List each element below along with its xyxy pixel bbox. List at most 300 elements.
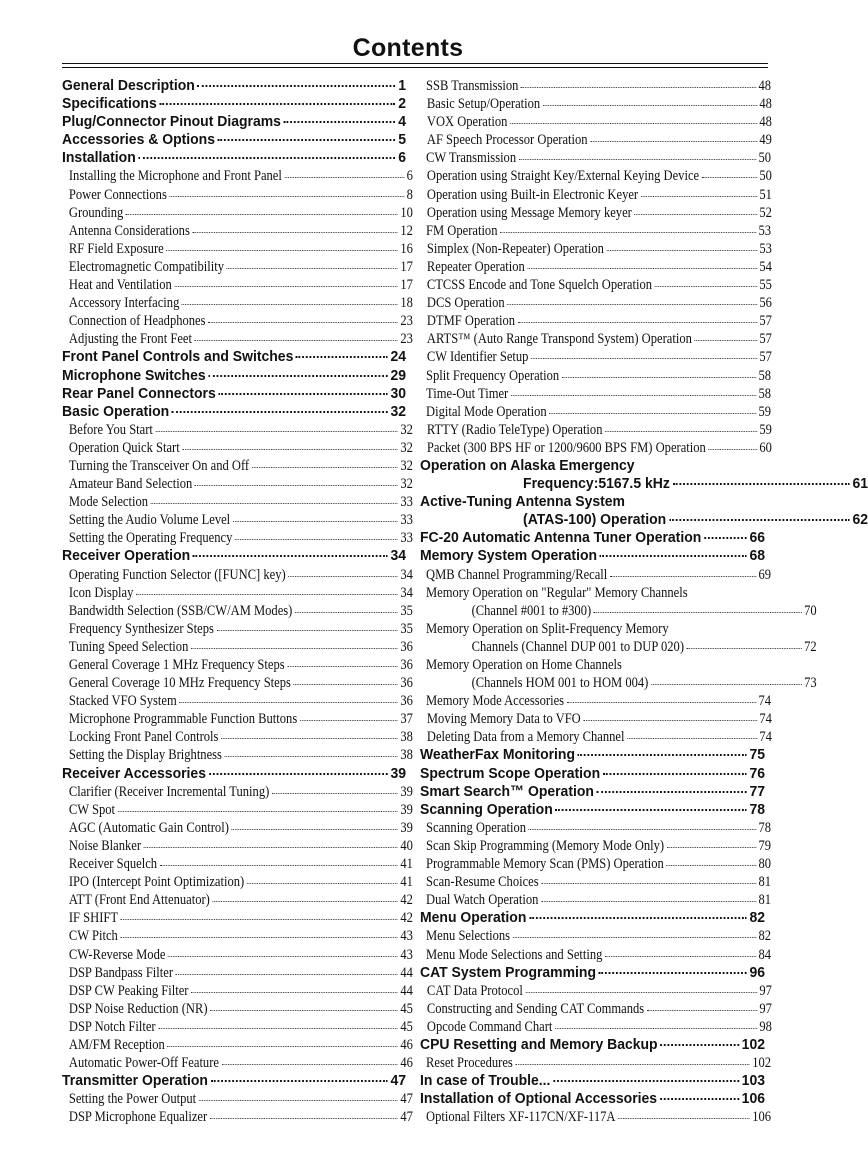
toc-page-number: 96	[749, 963, 765, 981]
toc-entry-cpu-resetting-and-memory-backup[interactable]	[420, 1036, 765, 1054]
toc-entry-title: Tuning Speed Selection	[68, 638, 189, 655]
toc-entry-scan-resume-choices[interactable]	[420, 873, 771, 891]
toc-page-number: 34	[400, 584, 413, 601]
toc-page-number: 81	[758, 892, 772, 909]
toc-entry-memory-operation-on-split-frequency-memo[interactable]	[420, 620, 771, 638]
toc-entry-memory-operation-on-home-channels[interactable]	[420, 656, 771, 674]
toc-page-number: 18	[400, 295, 413, 312]
toc-entry-if-shift[interactable]	[62, 909, 413, 927]
dot-leader	[225, 745, 398, 757]
toc-entry-title: Reset Procedures	[426, 1055, 513, 1072]
toc-page-number: 44	[400, 982, 413, 999]
toc-entry-title: Plug/Connector Pinout Diagrams	[62, 113, 281, 131]
dot-leader	[641, 185, 757, 197]
toc-entry-ipo-intercept-point-optimization[interactable]	[62, 873, 413, 891]
toc-page-number: 62	[852, 511, 868, 529]
toc-page-number: 75	[749, 746, 765, 764]
toc-entry-cw-identifier-setup[interactable]	[420, 348, 772, 366]
toc-page-number: 23	[400, 313, 413, 330]
toc-entry-cw-pitch[interactable]	[62, 927, 413, 945]
toc-entry-locking-front-panel-controls[interactable]	[62, 728, 413, 746]
toc-page-number: 39	[400, 801, 413, 818]
dot-leader	[235, 528, 398, 540]
toc-entry-qmb-channel-programming-recall[interactable]	[420, 566, 771, 584]
toc-entry-title: Split Frequency Operation	[426, 367, 560, 384]
dot-leader	[529, 818, 756, 830]
toc-entry-dsp-microphone-equalizer[interactable]	[62, 1108, 413, 1126]
toc-page-number: 4	[398, 113, 407, 131]
toc-page-number: 34	[390, 547, 407, 565]
toc-entry-digital-mode-operation[interactable]	[420, 403, 771, 421]
toc-entry-att-front-end-attenuator[interactable]	[62, 891, 413, 909]
toc-entry-title: Installation	[62, 149, 136, 167]
toc-entry-setting-the-audio-volume-level[interactable]	[62, 511, 413, 529]
dot-leader	[121, 908, 398, 920]
toc-entry-title: IPO (Intercept Point Optimization)	[68, 874, 245, 891]
toc-page-number: 66	[749, 529, 765, 547]
toc-page-number: 39	[390, 764, 407, 782]
toc-page-number: 77	[749, 782, 765, 800]
toc-entry-title: Opcode Command Chart	[426, 1018, 553, 1035]
toc-entry-turning-the-transceiver-on-and-off[interactable]	[62, 457, 413, 475]
toc-page-number: 70	[804, 602, 817, 619]
dot-leader	[531, 347, 757, 359]
toc-page-number: 36	[400, 693, 413, 710]
toc-entry-title: Receiver Squelch	[68, 856, 158, 873]
toc-entry-title: Stacked VFO System	[68, 693, 177, 710]
toc-entry-operating-function-selector-func-key[interactable]	[62, 566, 413, 584]
toc-entry-split-frequency-operation[interactable]	[420, 367, 771, 385]
toc-entry-title: Operating Function Selector ([FUNC] key)	[68, 566, 286, 583]
toc-entry-repeater-operation[interactable]	[420, 258, 772, 276]
toc-page-number: 35	[400, 620, 413, 637]
toc-entry-installing-the-microphone-and-front-pane[interactable]	[62, 167, 413, 185]
toc-page-number: 59	[758, 403, 772, 420]
dot-leader	[594, 601, 802, 613]
toc-page-number: 48	[758, 78, 772, 94]
dot-leader	[139, 146, 396, 159]
toc-entry-memory-mode-accessories[interactable]	[420, 692, 771, 710]
toc-entry-receiver-accessories[interactable]	[62, 765, 406, 783]
toc-entry-heat-and-ventilation[interactable]	[62, 276, 413, 294]
toc-page-number: 32	[400, 421, 413, 438]
toc-page-number: 102	[741, 1035, 765, 1053]
dot-leader	[578, 743, 747, 756]
toc-page-number: 51	[759, 186, 772, 203]
toc-page-number: 47	[400, 1091, 413, 1108]
toc-entry-grounding[interactable]	[62, 204, 413, 222]
dot-leader	[599, 961, 747, 974]
toc-entry-power-connections[interactable]	[62, 186, 413, 204]
dot-leader	[704, 526, 747, 539]
toc-entry-am-fm-reception[interactable]	[62, 1036, 413, 1054]
toc-entry-title: IF SHIFT	[68, 910, 119, 927]
toc-entry-title: Operation using Built-in Electronic Keyer	[426, 186, 639, 203]
toc-entry-cat-data-protocol[interactable]	[420, 982, 772, 1000]
toc-entry-title: Scanning Operation	[420, 800, 553, 818]
dot-leader	[120, 926, 397, 938]
toc-entry-title: Antenna Considerations	[68, 222, 190, 239]
toc-entry-title: Time-Out Timer	[426, 385, 509, 402]
dot-leader	[172, 400, 388, 413]
toc-page-number: 56	[759, 295, 772, 312]
toc-entry-antenna-considerations[interactable]	[62, 222, 413, 240]
dot-leader	[519, 148, 756, 160]
toc-entry-title: Active-Tuning Antenna System	[420, 493, 625, 511]
toc-entry-title: Memory Operation on Home Channels	[426, 657, 622, 673]
toc-entry-dtmf-operation[interactable]	[420, 312, 772, 330]
title-rule-lower	[62, 67, 768, 68]
toc-entry-operation-quick-start[interactable]	[62, 439, 413, 457]
toc-entry-dcs-operation[interactable]	[420, 294, 772, 312]
toc-entry-mode-selection[interactable]	[62, 493, 413, 511]
toc-entry-cw-reverse-mode[interactable]	[62, 946, 413, 964]
toc-page-number: 46	[400, 1055, 413, 1072]
toc-entry-title: Specifications	[62, 95, 157, 113]
dot-leader	[198, 74, 396, 87]
dot-leader	[549, 402, 756, 414]
toc-entry-operation-using-straight-key-external-ke[interactable]	[420, 167, 772, 185]
toc-page-number: 5	[398, 131, 407, 149]
toc-page-number: 48	[759, 114, 772, 131]
dot-leader	[673, 472, 850, 485]
toc-entry-title: DSP CW Peaking Filter	[68, 982, 189, 999]
toc-entry-channel-001-to-300[interactable]	[420, 602, 817, 620]
toc-entry-dsp-cw-peaking-filter[interactable]	[62, 982, 413, 1000]
toc-entry-general-coverage-1-mhz-frequency-steps[interactable]	[62, 656, 413, 674]
dot-leader	[567, 691, 756, 703]
dot-leader	[667, 836, 756, 848]
dot-leader	[605, 945, 756, 957]
toc-page-number: 38	[400, 729, 413, 746]
toc-entry-title: DSP Bandpass Filter	[68, 964, 174, 981]
toc-entry-title: Icon Display	[68, 584, 134, 601]
toc-entry-title: DCS Operation	[426, 295, 505, 312]
dot-leader	[541, 890, 756, 902]
toc-entry-title: DTMF Operation	[426, 313, 516, 330]
toc-entry-title: CW Spot	[68, 801, 116, 818]
toc-entry-microphone-programmable-function-buttons[interactable]	[62, 710, 413, 728]
toc-entry-title: AF Speech Processor Operation	[426, 132, 588, 149]
toc-entry-title: Heat and Ventilation	[68, 277, 172, 294]
toc-entry-title: Setting the Power Output	[68, 1091, 197, 1108]
dot-leader	[607, 239, 757, 251]
toc-entry-tuning-speed-selection[interactable]	[62, 638, 413, 656]
toc-entry-dsp-bandpass-filter[interactable]	[62, 964, 413, 982]
toc-entry-optional-filters-xf-117cn-xf-117a[interactable]	[420, 1108, 771, 1126]
toc-entry-title: Operation using Message Memory keyer	[426, 204, 632, 221]
toc-entry-title: Power Connections	[68, 186, 167, 203]
toc-entry-title: Accessories & Options	[62, 131, 215, 149]
toc-entry-title: Memory System Operation	[420, 547, 598, 565]
toc-entry-title: Operation Quick Start	[68, 439, 180, 456]
dot-leader	[252, 456, 398, 468]
toc-page-number: 10	[400, 204, 413, 221]
toc-entry-title: DSP Notch Filter	[68, 1018, 156, 1035]
toc-page-number: 33	[400, 494, 413, 511]
toc-entry-dsp-noise-reduction-nr[interactable]	[62, 1000, 413, 1018]
toc-page-number: 36	[400, 638, 413, 655]
toc-entry-title: CW Transmission	[426, 150, 517, 167]
toc-entry-memory-operation-on-regular-memory-chann[interactable]	[420, 584, 771, 602]
toc-entry-connection-of-headphones[interactable]	[62, 312, 413, 330]
toc-entry-scanning-operation[interactable]	[420, 801, 765, 819]
toc-entry-title: CW Pitch	[68, 928, 118, 945]
dot-leader	[210, 999, 398, 1011]
dot-leader	[694, 329, 756, 341]
toc-entry-memory-system-operation[interactable]	[420, 547, 765, 565]
toc-entry-basic-operation[interactable]	[62, 403, 406, 421]
toc-entry-title: Turning the Transceiver On and Off	[68, 457, 250, 474]
toc-entry-title: Amateur Band Selection	[68, 476, 193, 493]
toc-entry-constructing-and-sending-cat-commands[interactable]	[420, 1000, 772, 1018]
toc-page-number: 72	[804, 638, 817, 655]
toc-page-number: 82	[749, 909, 765, 927]
toc-entry-title: Optional Filters XF-117CN/XF-117A	[426, 1109, 616, 1126]
toc-page-number: 97	[759, 982, 772, 999]
toc-page-number: 24	[390, 348, 407, 366]
dot-leader	[179, 691, 397, 703]
toc-entry-title: FC-20 Automatic Antenna Tuner Operation	[420, 529, 702, 547]
dot-leader	[182, 438, 397, 450]
toc-entry-af-speech-processor-operation[interactable]	[420, 131, 772, 149]
dot-leader	[507, 293, 757, 305]
toc-entry-transmitter-operation[interactable]	[62, 1072, 406, 1090]
toc-page-number: 79	[758, 837, 772, 854]
toc-page-number: 36	[400, 657, 413, 673]
toc-entry-bandwidth-selection-ssb-cw-am-modes[interactable]	[62, 602, 413, 620]
toc-page-number: 32	[400, 476, 413, 493]
toc-entry-title: AGC (Automatic Gain Control)	[68, 819, 229, 836]
toc-page-number: 41	[400, 874, 413, 891]
toc-entry-general-coverage-10-mhz-frequency-steps[interactable]	[62, 674, 413, 692]
toc-entry-title: Rear Panel Connectors	[62, 384, 216, 402]
toc-entry-title: Connection of Headphones	[68, 313, 206, 330]
toc-entry-title: Automatic Power-Off Feature	[68, 1055, 219, 1072]
dot-leader	[603, 762, 747, 775]
toc-page-number: 60	[759, 439, 772, 456]
toc-entry-channels-channel-dup-001-to-dup-020[interactable]	[420, 638, 817, 656]
toc-entry-setting-the-power-output[interactable]	[62, 1090, 413, 1108]
toc-page-number: 54	[759, 258, 772, 275]
toc-entry-title: ATT (Front End Attenuator)	[68, 892, 210, 909]
toc-entry-installation-of-optional-accessories[interactable]	[420, 1090, 765, 1108]
toc-entry-receiver-operation[interactable]	[62, 547, 406, 565]
dot-leader	[513, 926, 756, 938]
toc-entry-title: Simplex (Non-Repeater) Operation	[426, 240, 604, 257]
toc-entry-title: Scan Skip Programming (Memory Mode Only)	[426, 837, 665, 854]
dot-leader	[669, 508, 850, 521]
toc-entry-menu-selections[interactable]	[420, 927, 771, 945]
dot-leader	[191, 981, 398, 993]
dot-leader	[176, 963, 398, 975]
toc-entry-rf-field-exposure[interactable]	[62, 240, 413, 258]
toc-entry-title: VOX Operation	[426, 114, 508, 131]
toc-page-number: 33	[400, 512, 413, 529]
dot-leader	[518, 311, 757, 323]
toc-entry-channels-hom-001-to-hom-004[interactable]	[420, 674, 817, 692]
toc-entry-frequency-synthesizer-steps[interactable]	[62, 620, 413, 638]
dot-leader	[167, 1035, 397, 1047]
dot-leader	[126, 203, 398, 215]
toc-entry-title: Setting the Audio Volume Level	[68, 512, 231, 529]
toc-entry-moving-memory-data-to-vfo[interactable]	[420, 710, 772, 728]
dot-leader	[221, 727, 398, 739]
dot-leader	[511, 384, 756, 396]
toc-right-column	[420, 77, 868, 1126]
toc-entry-cat-system-programming[interactable]	[420, 964, 765, 982]
toc-entry-title: WeatherFax Monitoring	[420, 746, 576, 764]
dot-leader	[199, 1089, 398, 1101]
dot-leader	[208, 311, 398, 323]
toc-entry-dsp-notch-filter[interactable]	[62, 1018, 413, 1036]
dot-leader	[634, 203, 756, 215]
toc-entry-basic-setup-operation[interactable]	[420, 95, 772, 113]
toc-page-number: 2	[398, 95, 407, 113]
dot-leader	[144, 836, 398, 848]
toc-entry-title: Deleting Data from a Memory Channel	[426, 729, 625, 746]
toc-entry-rtty-radio-teletype-operation[interactable]	[420, 421, 772, 439]
toc-entry-before-you-start[interactable]	[62, 421, 413, 439]
toc-entry-title: Installation of Optional Accessories	[420, 1090, 658, 1108]
toc-entry-title: Transmitter Operation	[62, 1072, 208, 1090]
toc-page-number: 8	[406, 186, 413, 203]
toc-page-number: 32	[400, 457, 413, 474]
dot-leader	[600, 544, 747, 557]
toc-page-number: 59	[759, 421, 772, 438]
dot-leader	[510, 112, 757, 124]
toc-entry-title: Digital Mode Operation	[426, 403, 547, 420]
dot-leader	[543, 94, 757, 106]
dot-leader	[169, 185, 404, 197]
toc-page-number: 46	[400, 1036, 413, 1053]
toc-entry-frequency-5167-5-khz[interactable]	[420, 475, 868, 493]
toc-page-number: 57	[759, 331, 772, 348]
dot-leader	[655, 275, 757, 287]
toc-entry-title: Operation on Alaska Emergency	[420, 456, 635, 474]
toc-page-number: 50	[758, 150, 772, 167]
toc-entry-ctcss-encode-and-tone-squelch-operation[interactable]	[420, 276, 772, 294]
toc-page-number: 73	[804, 675, 817, 692]
toc-page-number: 23	[400, 331, 413, 348]
toc-entry-electromagnetic-compatibility[interactable]	[62, 258, 413, 276]
toc-entry-title: Constructing and Sending CAT Commands	[426, 1000, 645, 1017]
toc-entry-stacked-vfo-system[interactable]	[62, 692, 413, 710]
toc-page-number: 81	[758, 874, 772, 891]
dot-leader	[287, 655, 398, 667]
toc-entry-amateur-band-selection[interactable]	[62, 475, 413, 493]
toc-page-number: 74	[758, 693, 772, 710]
toc-page-number: 44	[400, 964, 413, 981]
toc-entry-clarifier-receiver-incremental-tuning[interactable]	[62, 783, 413, 801]
toc-page-number: 34	[400, 566, 413, 583]
dot-leader	[660, 1087, 739, 1100]
toc-page-number: 40	[400, 837, 413, 854]
dot-leader	[647, 999, 757, 1011]
toc-page-number: 78	[749, 800, 765, 818]
dot-leader	[272, 782, 398, 794]
toc-entry-atas-100-operation[interactable]	[420, 511, 868, 529]
dot-leader	[195, 474, 398, 486]
toc-entry-time-out-timer[interactable]	[420, 385, 771, 403]
toc-entry-title: AM/FM Reception	[68, 1036, 165, 1053]
toc-page-number: 53	[759, 240, 772, 257]
toc-page-number: 43	[400, 946, 413, 963]
toc-page-number: 37	[400, 711, 413, 728]
dot-leader	[527, 257, 756, 269]
toc-entry-arts-auto-range-transpond-system-operati[interactable]	[420, 330, 772, 348]
toc-entry-simplex-non-repeater-operation[interactable]	[420, 240, 772, 258]
toc-page-number: 42	[400, 910, 413, 927]
toc-page-number: 55	[759, 277, 772, 294]
toc-entry-agc-automatic-gain-control[interactable]	[62, 819, 413, 837]
toc-entry-title: CPU Resetting and Memory Backup	[420, 1035, 658, 1053]
dot-leader	[118, 800, 398, 812]
toc-entry-scanning-operation[interactable]	[420, 819, 771, 837]
toc-entry-installation[interactable]	[62, 149, 406, 167]
dot-leader	[191, 637, 398, 649]
toc-entry-title: Memory Operation on Split-Frequency Memory	[426, 620, 669, 637]
toc-page-number: 43	[400, 928, 413, 945]
toc-entry-title: Memory Mode Accessories	[426, 693, 565, 710]
dot-leader	[222, 1053, 398, 1065]
toc-page-number: 106	[741, 1090, 765, 1108]
toc-entry-cw-spot[interactable]	[62, 801, 413, 819]
toc-page-number: 39	[400, 783, 413, 800]
toc-entry-programmable-memory-scan-pms-operation[interactable]	[420, 855, 771, 873]
toc-entry-title: Setting the Display Brightness	[68, 747, 222, 764]
toc-page-number: 48	[759, 96, 772, 113]
toc-entry-title: Menu Operation	[420, 909, 527, 927]
toc-entry-menu-operation[interactable]	[420, 909, 765, 927]
dot-leader	[610, 565, 756, 577]
toc-entry-title: Basic Setup/Operation	[426, 96, 541, 113]
toc-entry-noise-blanker[interactable]	[62, 837, 413, 855]
toc-entry-operation-using-built-in-electronic-keye[interactable]	[420, 186, 772, 204]
toc-page-number: 53	[758, 222, 772, 239]
dot-leader	[182, 293, 398, 305]
toc-entry-vox-operation[interactable]	[420, 113, 772, 131]
dot-leader	[160, 854, 398, 866]
toc-page-number: 50	[759, 168, 772, 185]
toc-page-number: 80	[758, 856, 772, 873]
toc-page-number: 58	[758, 385, 772, 402]
toc-entry-title: Frequency Synthesizer Steps	[68, 620, 214, 637]
toc-entry-accessory-interfacing[interactable]	[62, 294, 413, 312]
toc-entry-icon-display[interactable]	[62, 584, 413, 602]
dot-leader	[515, 1053, 749, 1065]
dot-leader	[193, 544, 388, 557]
toc-entry-fm-operation[interactable]	[420, 222, 771, 240]
toc-page-number: 61	[852, 475, 868, 493]
toc-entry-title: Bandwidth Selection (SSB/CW/AM Modes)	[68, 602, 293, 619]
toc-page-number: 57	[759, 313, 772, 330]
toc-page-number: 38	[400, 747, 413, 764]
toc-entry-cw-transmission[interactable]	[420, 149, 771, 167]
toc-entry-title: Mode Selection	[68, 494, 149, 511]
toc-entry-scan-skip-programming-memory-mode-only[interactable]	[420, 837, 771, 855]
toc-page-number: 35	[400, 602, 413, 619]
toc-entry-title: Channels (Channel DUP 001 to DUP 020)	[471, 638, 685, 655]
toc-page-number: 84	[758, 946, 772, 963]
toc-entry-packet-300-bps-hf-or-1200-9600-bps-fm-op[interactable]	[420, 439, 772, 457]
toc-entry-receiver-squelch[interactable]	[62, 855, 413, 873]
toc-entry-ssb-transmission[interactable]	[420, 77, 771, 95]
dot-leader	[227, 257, 398, 269]
toc-entry-operation-using-message-memory-keyer[interactable]	[420, 204, 772, 222]
toc-page-number: 76	[749, 764, 765, 782]
toc-page-number: 102	[752, 1055, 772, 1072]
